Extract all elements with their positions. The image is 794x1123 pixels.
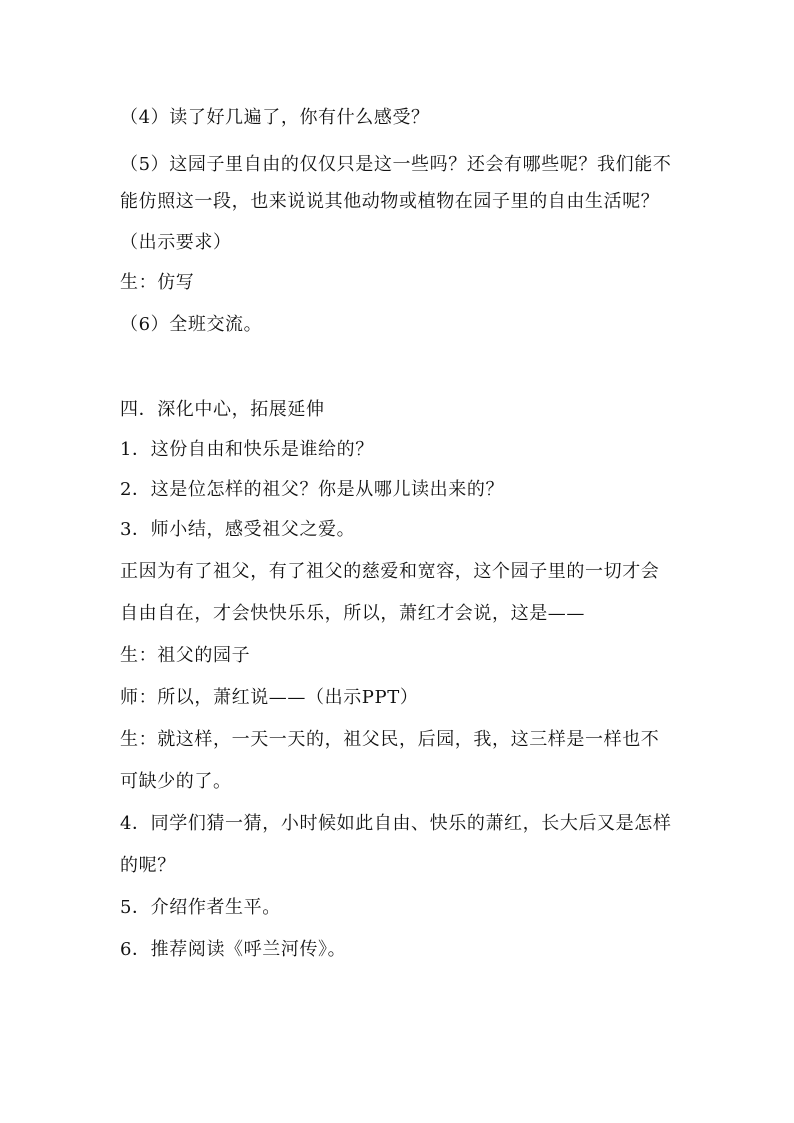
question-5-line-2: 能仿照这一段，也来说说其他动物或植物在园子里的自由生活呢？	[120, 191, 660, 212]
paragraph-line-2: 自由自在，才会快快乐乐，所以，萧红才会说，这是——	[120, 603, 585, 624]
student-reply-1: 生：祖父的园子	[120, 645, 251, 666]
student-reply-2-line-2: 可缺少的了。	[120, 771, 232, 792]
item-1: 1．这份自由和快乐是谁给的？	[120, 439, 374, 460]
item-6: 6．推荐阅读《呼兰河传》。	[120, 939, 347, 960]
show-requirements: （出示要求）	[120, 232, 232, 253]
item-3: 3．师小结，感受祖父之爱。	[120, 519, 356, 540]
student-reply-2-line-1: 生：就这样，一天一天的，祖父民，后园，我，这三样是一样也不	[120, 729, 660, 750]
item-4-line-1: 4．同学们猜一猜，小时候如此自由、快乐的萧红，长大后又是怎样	[120, 813, 672, 834]
item-5: 5．介绍作者生平。	[120, 897, 281, 918]
item-4-line-2: 的呢？	[120, 855, 176, 876]
question-6: （6）全班交流。	[120, 314, 263, 335]
item-2: 2．这是位怎样的祖父？你是从哪儿读出来的？	[120, 479, 505, 500]
question-5-line-1: （5）这园子里自由的仅仅只是这一些吗？还会有哪些呢？我们能不	[120, 154, 672, 175]
section-heading-4: 四．深化中心，拓展延伸	[120, 399, 325, 420]
teacher-line: 师：所以，萧红说——（出示PPT）	[120, 687, 419, 708]
question-4: （4）读了好几遍了，你有什么感受？	[120, 107, 430, 128]
student-imitate: 生：仿写	[120, 272, 195, 293]
paragraph-line-1: 正因为有了祖父，有了祖父的慈爱和宽容，这个园子里的一切才会	[120, 561, 660, 582]
